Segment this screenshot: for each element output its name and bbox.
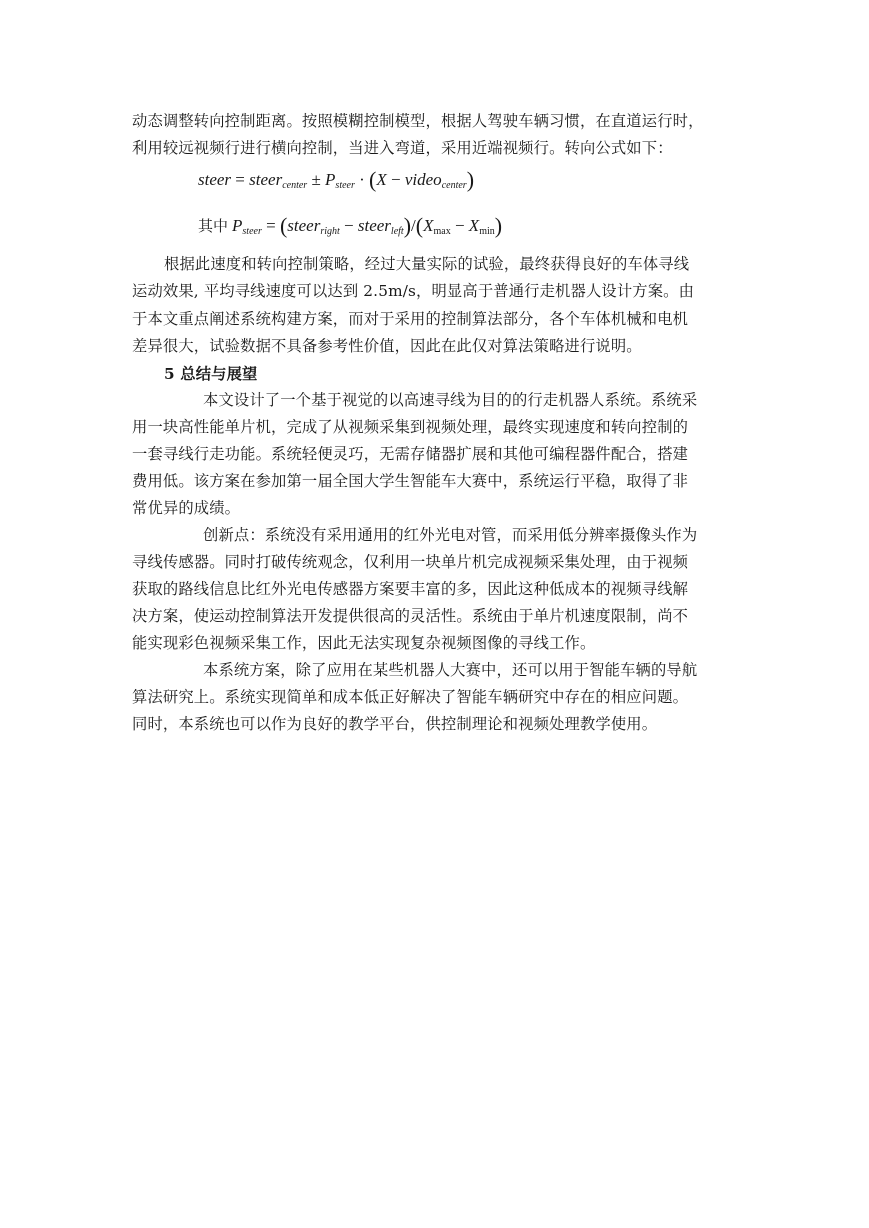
paragraph-line: 创新点：系统没有采用通用的红外光电对管，而采用低分辨率摄像头作为 — [203, 526, 698, 544]
formula-subscript: right — [320, 226, 340, 237]
section-heading: 5 总结与展望 — [164, 365, 258, 383]
formula-prefix: 其中 — [198, 217, 229, 235]
formula-paren: ( — [279, 213, 288, 238]
steer-formula — [198, 168, 474, 198]
formula-subscript: min — [479, 226, 495, 237]
formula-subscript: center — [441, 180, 467, 191]
paragraph-line: 算法研究上。系统实现简单和成本低正好解决了智能车辆研究中存在的相应问题。 — [132, 688, 689, 706]
formula-operator: − — [339, 216, 358, 235]
formula-symbol: video — [404, 170, 442, 189]
formula-operator: = — [261, 216, 280, 235]
paragraph-line: 寻线传感器。同时打破传统观念，仅利用一块单片机完成视频采集处理，由于视频 — [132, 553, 689, 571]
formula-operator: ± — [307, 170, 326, 189]
paragraph-line: 差异很大，试验数据不具备参考性价值，因此在此仅对算法策略进行说明。 — [132, 337, 642, 355]
formula-symbol: P — [325, 170, 336, 189]
paragraph-line: 获取的路线信息比红外光电传感器方案要丰富的多，因此这种低成本的视频寻线解 — [132, 580, 689, 598]
formula-operator: − — [450, 216, 469, 235]
formula-symbol: X — [376, 170, 387, 189]
formula-subscript: steer — [335, 180, 355, 191]
formula-symbol: steer — [198, 170, 232, 189]
formula-paren: ) — [494, 213, 503, 238]
formula-symbol: steer — [357, 216, 391, 235]
paragraph-line: 一套寻线行走功能。系统轻便灵巧，无需存储器扩展和其他可编程器件配合，搭建 — [132, 445, 689, 463]
psteer-formula — [198, 214, 502, 244]
paragraph-line: 本系统方案，除了应用在某些机器人大赛中，还可以用于智能车辆的导航 — [203, 661, 698, 679]
paragraph-line: 费用低。该方案在参加第一届全国大学生智能车大赛中，系统运行平稳，取得了非 — [132, 472, 689, 490]
paragraph-line: 决方案，使运动控制算法开发提供很高的灵活性。系统由于单片机速度限制，尚不 — [132, 607, 689, 625]
formula-operator: · — [354, 170, 370, 189]
paragraph-line: 根据此速度和转向控制策略，经过大量实际的试验，最终获得良好的车体寻线 — [164, 255, 690, 273]
formula-subscript: steer — [242, 226, 262, 237]
formula-paren: ( — [369, 167, 377, 192]
intro-line: 动态调整转向控制距离。按照模糊控制模型，根据人驾驶车辆习惯，在直道运行时， — [132, 112, 704, 130]
intro-line: 利用较远视频行进行横向控制，当进入弯道，采用近端视频行。转向公式如下： — [132, 139, 673, 157]
paragraph-line: 运动效果, 平均寻线速度可以达到 2.5m/s，明显高于普通行走机器人设计方案。由 — [132, 282, 695, 300]
paragraph-line: 能实现彩色视频采集工作，因此无法实现复杂视频图像的寻线工作。 — [132, 634, 596, 652]
formula-symbol: P — [232, 216, 243, 235]
paragraph-line: 用一块高性能单片机，完成了从视频采集到视频处理，最终实现速度和转向控制的 — [132, 418, 689, 436]
formula-symbol: X — [423, 216, 434, 235]
formula-subscript: left — [390, 226, 404, 237]
formula-paren: ) — [403, 213, 412, 238]
formula-paren: ( — [415, 213, 424, 238]
paragraph-line: 常优异的成绩。 — [132, 499, 241, 517]
formula-symbol: X — [468, 216, 480, 235]
formula-symbol: steer — [287, 216, 321, 235]
formula-paren: ) — [466, 167, 475, 192]
paragraph-line: 于本文重点阐述系统构建方案，而对于采用的控制算法部分，各个车体机械和电机 — [132, 310, 689, 328]
paragraph-line: 本文设计了一个基于视觉的以高速寻线为目的的行走机器人系统。系统采 — [203, 391, 698, 409]
paragraph-line: 同时，本系统也可以作为良好的教学平台，供控制理论和视频处理教学使用。 — [132, 715, 658, 733]
formula-symbol: steer — [249, 170, 283, 189]
formula-subscript: max — [433, 226, 451, 237]
formula-operator: / — [411, 216, 416, 235]
formula-operator: = — [231, 170, 250, 189]
formula-subscript: center — [282, 180, 308, 191]
formula-operator: − — [386, 170, 405, 189]
